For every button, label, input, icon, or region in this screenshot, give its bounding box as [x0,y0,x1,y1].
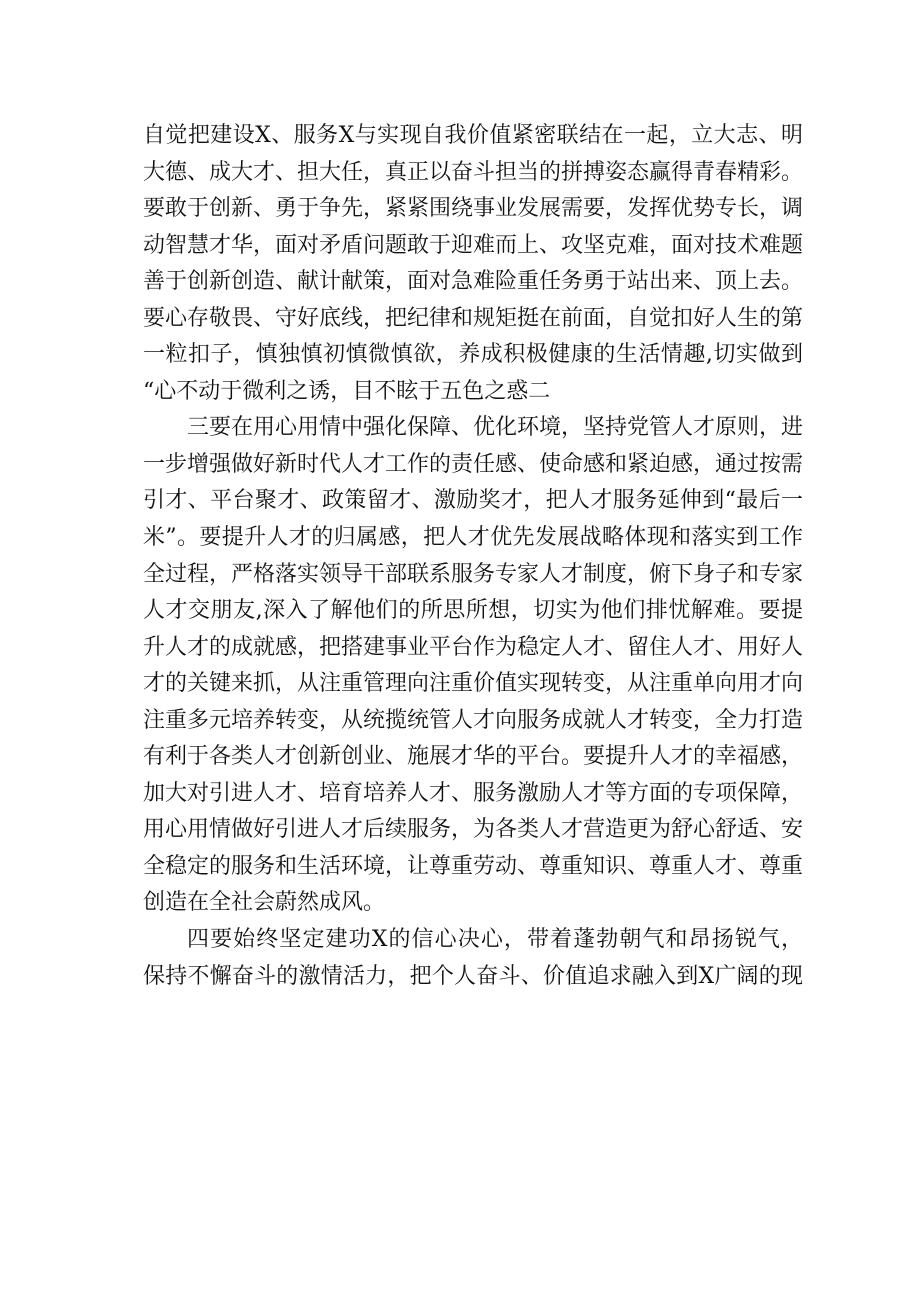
text-line: 全过程，严格落实领导干部联系服务专家人才制度，俯下身子和专家 [143,561,804,587]
text-line: 自觉把建设X、服务X与实现自我价值紧密联结在一起，立大志、明 [143,123,803,148]
paragraph-2 [143,410,803,922]
text-line: 保持不懈奋斗的激情活力，把个人奋斗、价值追求融入到X广阔的现 [143,963,803,989]
text-line: 一粒扣子，慎独慎初慎微慎欲，养成积极健康的生活情趣,切实做到 [143,342,803,368]
text-line: 全稳定的服务和生活环境，让尊重劳动、尊重知识、尊重人才、尊重 [143,853,804,879]
text-line: 用心用情做好引进人才后续服务，为各类人才营造更为舒心舒适、安 [143,817,804,843]
text-line: 升人才的成就感，把搭建事业平台作为稳定人才、留住人才、用好人 [143,634,804,660]
text-line: 才的关键来抓，从注重管理向注重价值实现转变，从注重单向用才向 [143,671,804,697]
text-line: 要心存敬畏、守好底线，把纪律和规矩挺在前面，自觉扣好人生的第 [143,305,804,331]
text-line: “心不动于微利之诱，目不眩于五色之惑二 [143,378,551,404]
text-line: 一步增强做好新时代人才工作的责任感、使命感和紧迫感，通过按需 [143,451,804,477]
text-line: 动智慧才华，面对矛盾问题敢于迎难而上、攻坚克难，面对技术难题 [143,232,804,258]
text-line: 四要始终坚定建功X的信心决心，带着蓬勃朝气和昂扬锐气， [187,927,803,953]
text-line: 创造在全社会蔚然成风。 [143,890,386,916]
paragraph-3 [143,922,803,995]
text-line: 注重多元培养转变，从统揽统管人才向服务成就人才转变，全力打造 [143,707,804,733]
text-line: 引才、平台聚才、政策留才、激励奖才，把人才服务延伸到“最后一 [143,488,803,514]
text-line: 加大对引进人才、培育培养人才、服务激励人才等方面的专项保障， [143,780,804,806]
body-text [143,118,803,995]
text-line: 善于创新创造、献计献策，面对急难险重任务勇于站出来、顶上去。 [143,269,804,295]
text-line: 有利于各类人才创新创业、施展才华的平台。要提升人才的幸福感， [143,744,804,770]
text-line: 人才交朋友,深入了解他们的所思所想，切实为他们排忧解难。要提 [143,598,803,624]
paragraph-1 [143,118,803,410]
text-line: 要敢于创新、勇于争先，紧紧围绕事业发展需要，发挥优势专长，调 [143,196,804,222]
text-line: 米”。要提升人才的归属感，把人才优先发展战略体现和落实到工作 [143,525,803,551]
text-line: 大德、成大才、担大任，真正以奋斗担当的拼搏姿态赢得青春精彩。 [143,159,804,185]
text-line: 三要在用心用情中强化保障、优化环境，坚持党管人才原则，进 [187,415,804,441]
